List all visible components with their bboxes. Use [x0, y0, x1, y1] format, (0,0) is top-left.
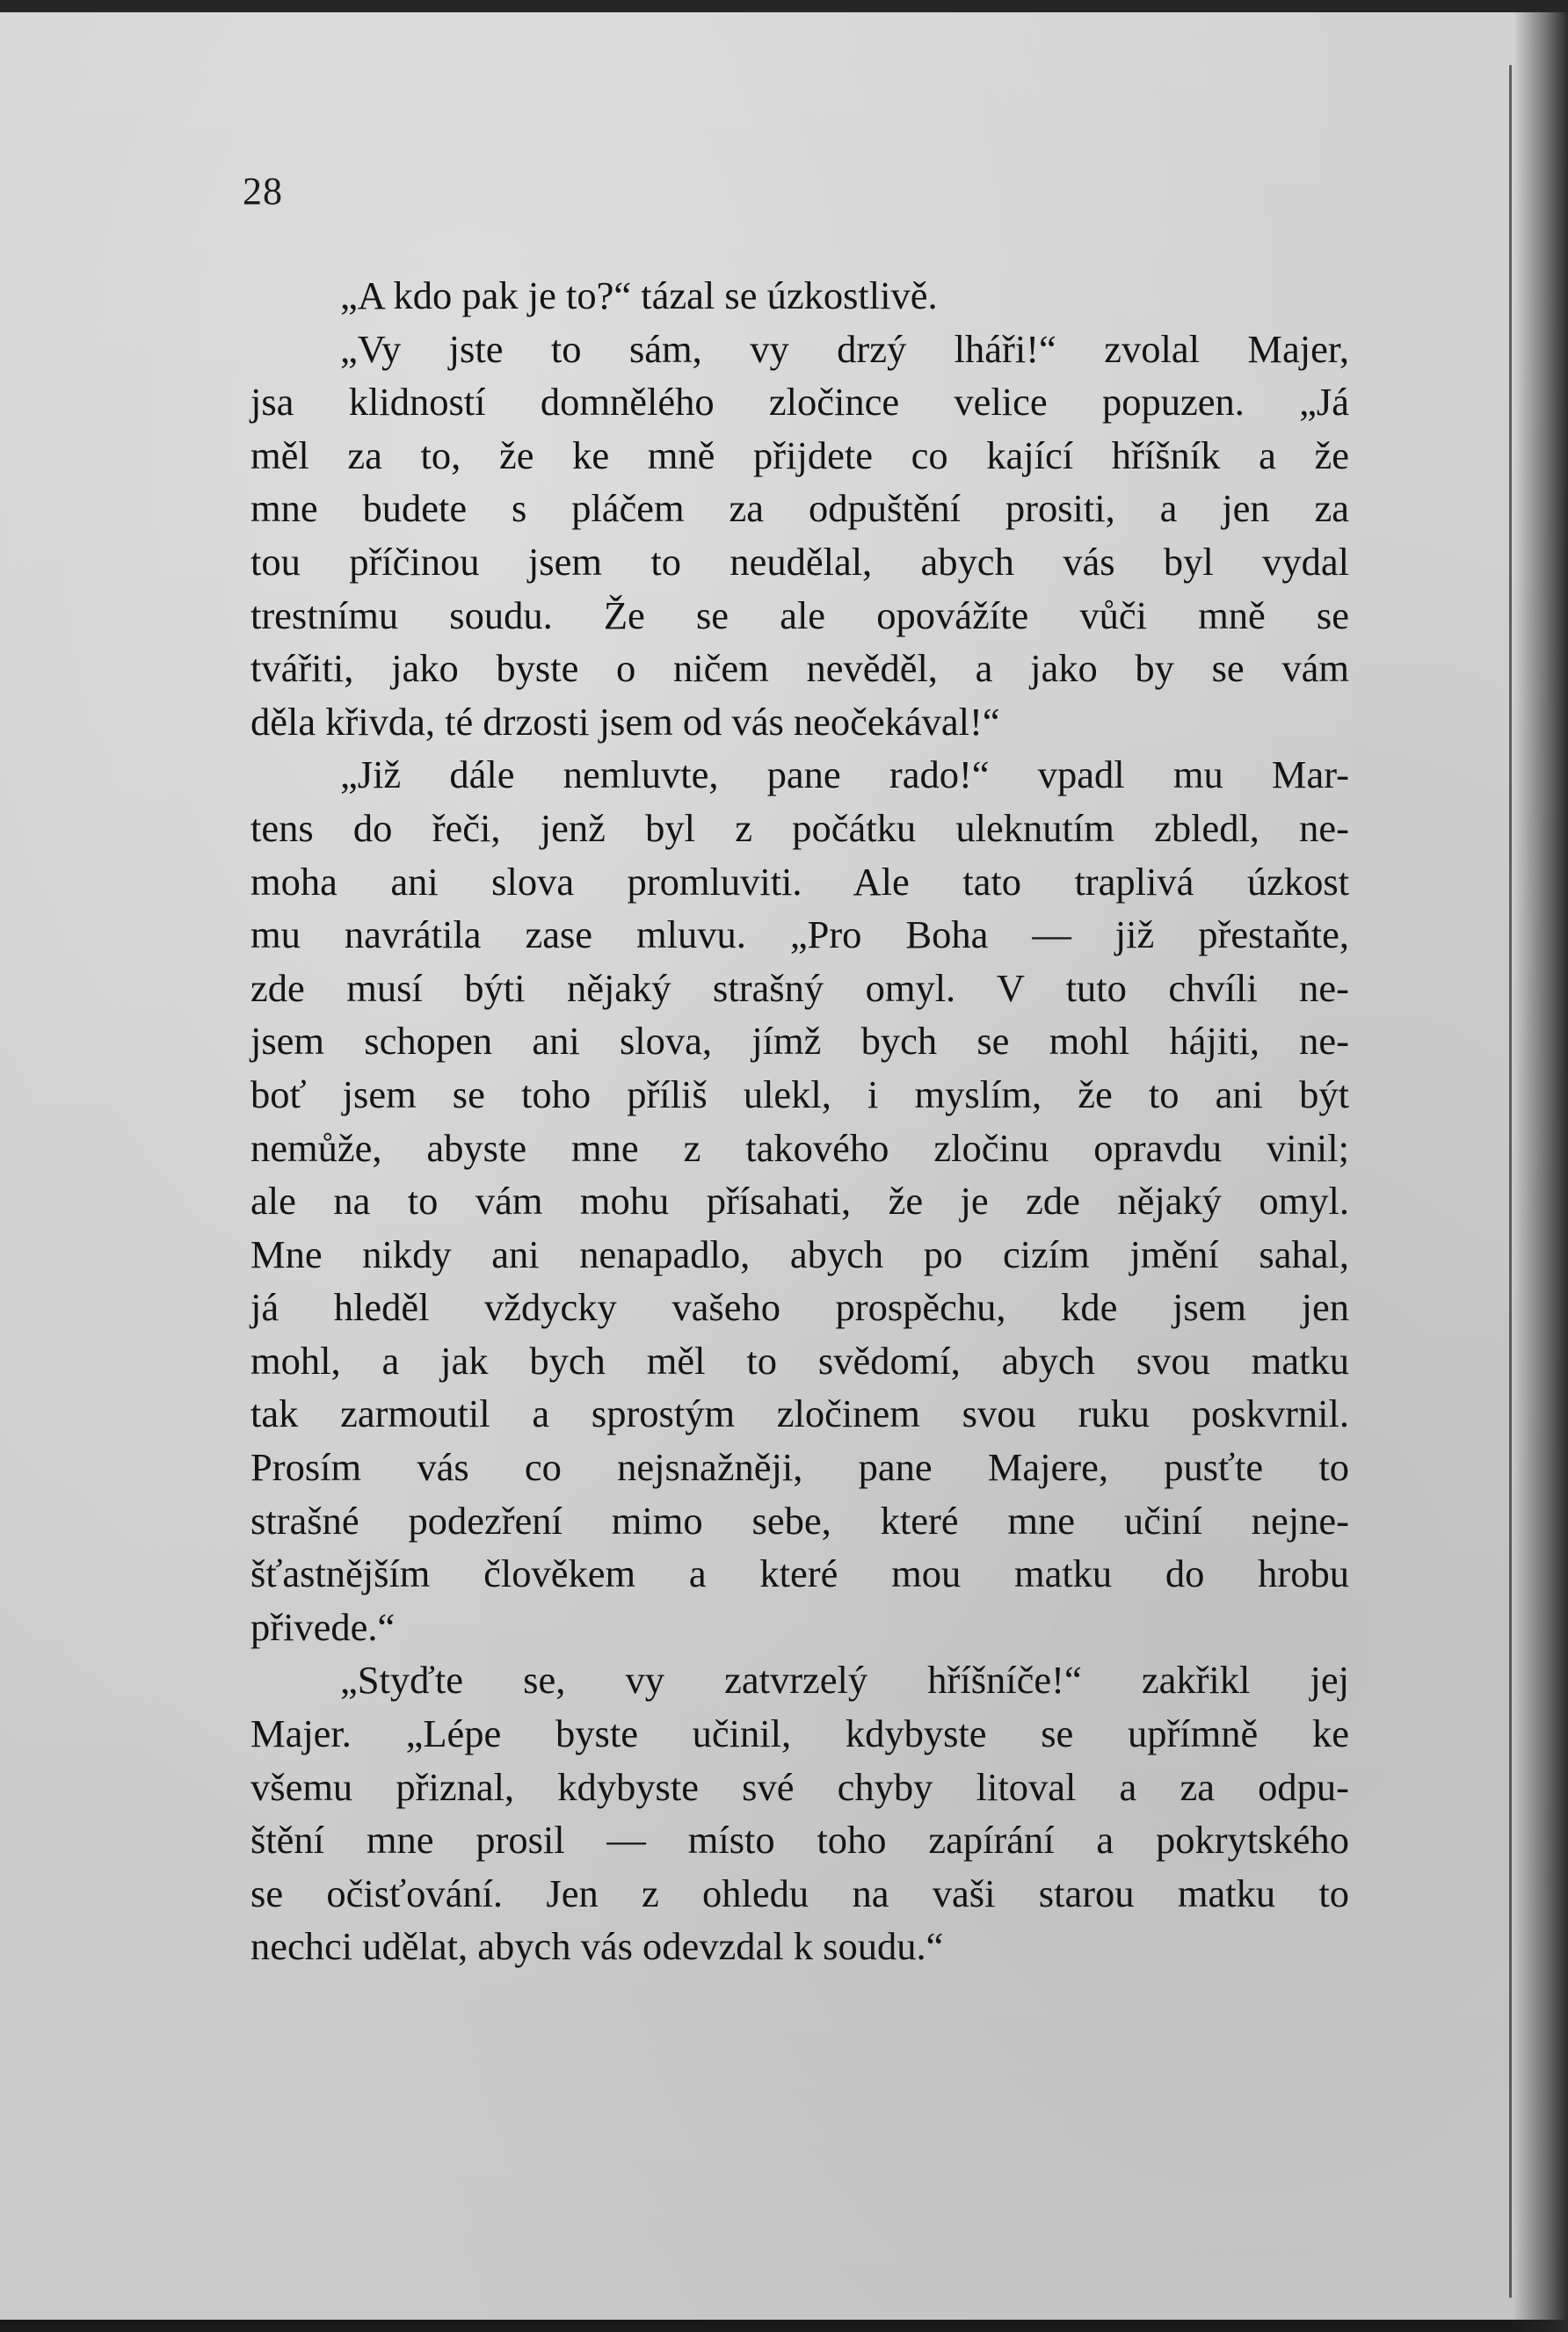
text-line: tvářiti, jako byste o ničem nevěděl, a jako by se vám — [250, 646, 1349, 691]
text-line: já hleděl vždycky vašeho prospěchu, kde jsem jen — [250, 1285, 1349, 1330]
text-line: boť jsem se toho příliš ulekl, i myslím, že to ani být — [250, 1072, 1349, 1116]
text-line: děla křivda, té drzosti jsem od vás neočekával!“ — [250, 699, 1000, 744]
text-line: moha ani slova promluviti. Ale tato traplivá úzkost — [250, 859, 1349, 904]
text-line: Mne nikdy ani nenapadlo, abych po cizím jmění sahal, — [250, 1231, 1349, 1276]
text-line: přivede.“ — [250, 1604, 396, 1649]
text-line: měl za to, že ke mně přijdete co kající hříšník a že — [250, 432, 1349, 477]
text-line: všemu přiznal, kdybyste své chyby litoval a za odpu- — [250, 1764, 1349, 1809]
text-line: jsem schopen ani slova, jímž bych se mohl hájiti, ne- — [250, 1019, 1349, 1064]
body-text — [250, 269, 1349, 1973]
text-line: nechci udělat, abych vás odevzdal k soudu.“ — [250, 1924, 944, 1969]
text-line: „A kdo pak je to?“ tázal se úzkostlivě. — [340, 273, 938, 317]
text-line: trestnímu soudu. Že se ale opovážíte vůči mně se — [250, 592, 1349, 637]
text-line: „Již dále nemluvte, pane rado!“ vpadl mu Mar- — [340, 752, 1349, 797]
page-edge-line — [1509, 65, 1512, 2298]
text-line: se očisťování. Jen z ohledu na vaši starou matku to — [250, 1871, 1349, 1915]
text-line: šťastnějším člověkem a které mou matku do hrobu — [250, 1551, 1349, 1596]
page-number: 28 — [243, 170, 283, 213]
text-line: strašné podezření mimo sebe, které mne učiní nejne- — [250, 1498, 1349, 1543]
text-line: štění mne prosil — místo toho zapírání a pokrytského — [250, 1818, 1349, 1863]
text-line: ale na to vám mohu přísahati, že je zde nějaký omyl. — [250, 1179, 1349, 1224]
text-line: mohl, a jak bych měl to svědomí, abych svou matku — [250, 1338, 1349, 1383]
text-line: tou příčinou jsem to neudělal, abych vás byl vydal — [250, 539, 1349, 584]
text-line: „Styďte se, vy zatvrzelý hříšníče!“ zakřikl jej — [340, 1658, 1349, 1703]
text-line: Prosím vás co nejsnažněji, pane Majere, pusťte to — [250, 1445, 1349, 1490]
text-line: Majer. „Lépe byste učinil, kdybyste se upřímně ke — [250, 1711, 1349, 1756]
text-line: „Vy jste to sám, vy drzý lháři!“ zvolal Majer, — [340, 326, 1349, 371]
text-line: jsa klidností domnělého zločince velice popuzen. „Já — [250, 380, 1349, 425]
text-line: nemůže, abyste mne z takového zločinu opravdu vinil; — [250, 1125, 1349, 1170]
text-line: zde musí býti nějaký strašný omyl. V tuto chvíli ne- — [250, 965, 1349, 1010]
text-line: mu navrátila zase mluvu. „Pro Boha — již přestaňte, — [250, 912, 1349, 957]
text-line: tens do řeči, jenž byl z počátku uleknutím zbledl, ne- — [250, 805, 1349, 850]
text-line: tak zarmoutil a sprostým zločinem svou ruku poskvrnil. — [250, 1391, 1349, 1436]
page-binding-edge — [1514, 12, 1568, 2332]
text-line: mne budete s pláčem za odpuštění prositi, a jen za — [250, 486, 1349, 531]
